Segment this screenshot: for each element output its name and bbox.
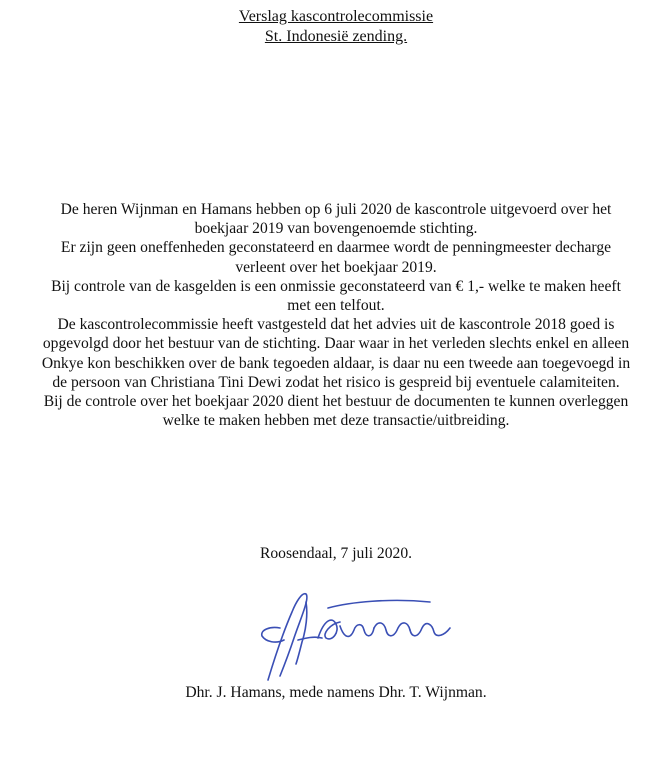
body-line: opgevolgd door het bestuur van de stichting. Daar waar in het verleden slechts enkel en alleen xyxy=(42,335,630,353)
body-line: met een telfout. xyxy=(287,297,385,315)
body-line: Onkye kon beschikken over de bank tegoeden aldaar, is daar nu een tweede aan toegevoegd in xyxy=(41,354,631,372)
body-line: verleent over het boekjaar 2019. xyxy=(235,258,437,276)
body-line: de persoon van Christiana Tini Dewi zodat het risico is gespreid bij eventuele calamiteiten. xyxy=(52,373,620,391)
body-line: Bij de controle over het boekjaar 2020 dient het bestuur de documenten te kunnen overleggen xyxy=(43,393,629,411)
document-subtitle: St. Indonesië zending. xyxy=(264,28,408,45)
body-line: De heren Wijnman en Hamans hebben op 6 juli 2020 de kascontrole uitgevoerd over het xyxy=(60,201,612,218)
body-line: Er zijn geen oneffenheden geconstateerd en daarmee wordt de penningmeester decharge xyxy=(60,239,612,257)
place-and-date: Roosendaal, 7 juli 2020. xyxy=(259,545,413,562)
signer-name: Dhr. J. Hamans, mede namens Dhr. T. Wijnman. xyxy=(185,684,487,701)
handwritten-signature xyxy=(240,580,470,690)
report-body xyxy=(12,200,660,430)
body-line: De kascontrolecommissie heeft vastgesteld dat het advies uit de kascontrole 2018 goed is xyxy=(57,316,615,334)
document-title: Verslag kascontrolecommissie xyxy=(238,8,434,25)
body-line: Bij controle van de kasgelden is een onmissie geconstateerd van € 1,- welke te maken heeft xyxy=(51,277,621,295)
body-line: boekjaar 2019 van bovengenoemde stichting. xyxy=(194,220,478,238)
body-line: welke te maken hebben met deze transactie/uitbreiding. xyxy=(162,412,510,430)
